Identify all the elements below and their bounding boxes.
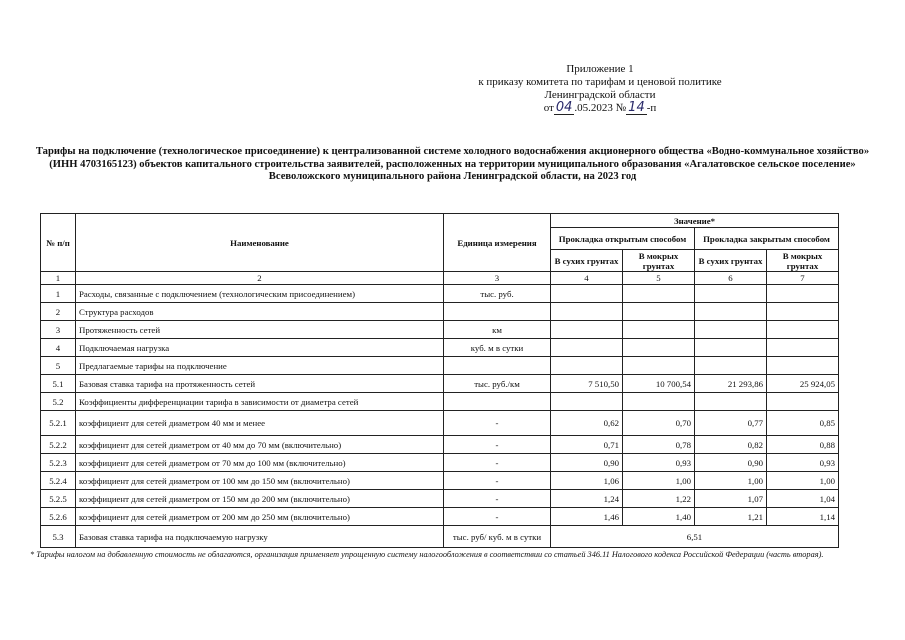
header-num: № п/п (41, 214, 76, 272)
table-row (41, 411, 839, 436)
header-open-dry: В сухих грунтах (551, 250, 623, 272)
value-open-dry (551, 357, 623, 375)
footnote: * Тарифы налогом на добавленную стоимость не облагаются, организация применяет упрощенную систему налогообложения в соответствии со статьей 346.11 Налогового кодекса Российской Федерации (часть вторая). (30, 550, 824, 559)
value-closed-wet: 0,88 (767, 436, 839, 454)
row-name: коэффициент для сетей диаметром от 70 мм до 100 мм (включительно) (76, 454, 444, 472)
table-row (41, 357, 839, 375)
table-row (41, 472, 839, 490)
column-number-row (41, 272, 839, 285)
row-name: Базовая ставка тарифа на подключаемую нагрузку (76, 526, 444, 548)
value-closed-dry (695, 357, 767, 375)
row-unit: тыс. руб/ куб. м в сутки (444, 526, 551, 548)
value-open-wet: 1,00 (623, 472, 695, 490)
value-closed-dry: 1,07 (695, 490, 767, 508)
table-row (41, 436, 839, 454)
table-row (41, 490, 839, 508)
value-open-dry (551, 339, 623, 357)
row-number: 5.1 (41, 375, 76, 393)
row-name: Подключаемая нагрузка (76, 339, 444, 357)
column-number: 1 (41, 272, 76, 285)
value-open-dry (551, 285, 623, 303)
row-unit: тыс. руб. (444, 285, 551, 303)
header-open-wet: В мокрых грунтах (623, 250, 695, 272)
row-name: коэффициент для сетей диаметром от 40 мм до 70 мм (включительно) (76, 436, 444, 454)
value-open-wet: 0,70 (623, 411, 695, 436)
row-unit: куб. м в сутки (444, 339, 551, 357)
table-row (41, 375, 839, 393)
value-closed-wet (767, 285, 839, 303)
row-unit: - (444, 490, 551, 508)
row-number: 3 (41, 321, 76, 339)
document-title: Тарифы на подключение (технологическое присоединение) к централизованной системе холодного водоснабжения акционерного общества «Водно-коммунальное хозяйство» (ИНН 4703165123) объектов капитального строительства заявителей, расположенных на территории муниципального образования «Агалатовское сельское поселение» Всеволожского муниципального района Ленинградской области, на 2023 год (35, 146, 870, 182)
value-open-dry: 0,71 (551, 436, 623, 454)
appendix-title: Приложение 1 (566, 63, 634, 75)
value-closed-dry: 1,21 (695, 508, 767, 526)
row-number: 5.2.4 (41, 472, 76, 490)
row-number: 5 (41, 357, 76, 375)
table-row (41, 508, 839, 526)
table-row (41, 526, 839, 548)
value-closed-dry (695, 285, 767, 303)
row-name: Базовая ставка тарифа на протяженность сетей (76, 375, 444, 393)
order-suffix: -п (646, 102, 657, 114)
row-unit: - (444, 472, 551, 490)
row-unit: - (444, 411, 551, 436)
row-name: Расходы, связанные с подключением (технологическим присоединением) (76, 285, 444, 303)
column-number: 6 (695, 272, 767, 285)
column-number: 4 (551, 272, 623, 285)
value-open-dry (551, 393, 623, 411)
row-name: Коэффициенты дифференциации тарифа в зависимости от диаметра сетей (76, 393, 444, 411)
table-row (41, 285, 839, 303)
value-open-dry: 1,06 (551, 472, 623, 490)
value-closed-wet: 0,93 (767, 454, 839, 472)
value-open-wet: 1,40 (623, 508, 695, 526)
value-open-dry (551, 303, 623, 321)
appendix-header (440, 63, 760, 115)
row-unit: тыс. руб./км (444, 375, 551, 393)
table-row (41, 339, 839, 357)
value-open-wet (623, 303, 695, 321)
column-number: 3 (444, 272, 551, 285)
value-open-wet (623, 357, 695, 375)
row-name: коэффициент для сетей диаметром от 100 мм до 150 мм (включительно) (76, 472, 444, 490)
row-unit: - (444, 508, 551, 526)
row-unit (444, 357, 551, 375)
column-number: 7 (767, 272, 839, 285)
column-number: 5 (623, 272, 695, 285)
value-closed-dry: 21 293,86 (695, 375, 767, 393)
value-closed-wet: 1,04 (767, 490, 839, 508)
header-closed-method: Прокладка закрытым способом (695, 228, 839, 250)
value-closed-wet (767, 303, 839, 321)
value-merged: 6,51 (551, 526, 839, 548)
row-number: 1 (41, 285, 76, 303)
value-closed-wet (767, 321, 839, 339)
value-open-wet (623, 321, 695, 339)
value-open-wet: 0,93 (623, 454, 695, 472)
value-open-dry: 1,24 (551, 490, 623, 508)
date-rest: .05.2023 № (574, 102, 627, 114)
row-name: Предлагаемые тарифы на подключение (76, 357, 444, 375)
header-closed-wet: В мокрых грунтах (767, 250, 839, 272)
value-open-dry: 0,62 (551, 411, 623, 436)
row-unit: - (444, 454, 551, 472)
value-closed-dry: 0,82 (695, 436, 767, 454)
header-unit: Единица измерения (444, 214, 551, 272)
value-closed-wet: 1,14 (767, 508, 839, 526)
header-closed-dry: В сухих грунтах (695, 250, 767, 272)
value-open-wet: 1,22 (623, 490, 695, 508)
value-open-dry: 1,46 (551, 508, 623, 526)
row-number: 5.2.6 (41, 508, 76, 526)
value-closed-dry (695, 339, 767, 357)
header-name: Наименование (76, 214, 444, 272)
value-closed-dry (695, 321, 767, 339)
header-open-method: Прокладка открытым способом (551, 228, 695, 250)
row-number: 5.2.2 (41, 436, 76, 454)
row-number: 4 (41, 339, 76, 357)
date-prefix: от (543, 102, 554, 114)
row-unit (444, 303, 551, 321)
row-unit: км (444, 321, 551, 339)
table-row (41, 393, 839, 411)
value-closed-dry: 0,77 (695, 411, 767, 436)
value-closed-wet: 0,85 (767, 411, 839, 436)
tariff-table (40, 213, 839, 548)
value-open-wet (623, 339, 695, 357)
row-number: 2 (41, 303, 76, 321)
row-name: коэффициент для сетей диаметром от 200 мм до 250 мм (включительно) (76, 508, 444, 526)
value-closed-dry (695, 393, 767, 411)
header-value: Значение* (551, 214, 839, 228)
table-row (41, 454, 839, 472)
row-number: 5.2.3 (41, 454, 76, 472)
row-name: коэффициент для сетей диаметром 40 мм и менее (76, 411, 444, 436)
value-closed-dry: 0,90 (695, 454, 767, 472)
value-closed-wet: 1,00 (767, 472, 839, 490)
row-name: Протяженность сетей (76, 321, 444, 339)
row-number: 5.2 (41, 393, 76, 411)
appendix-region: Ленинградской области (544, 89, 656, 101)
value-closed-wet (767, 357, 839, 375)
row-name: Структура расходов (76, 303, 444, 321)
row-number: 5.3 (41, 526, 76, 548)
value-closed-dry: 1,00 (695, 472, 767, 490)
handwritten-order-number: 14 (628, 100, 645, 115)
row-unit (444, 393, 551, 411)
value-open-wet: 0,78 (623, 436, 695, 454)
appendix-date-line (440, 102, 760, 115)
column-number: 2 (76, 272, 444, 285)
table-row (41, 303, 839, 321)
value-open-wet (623, 393, 695, 411)
value-open-dry (551, 321, 623, 339)
value-closed-wet: 25 924,05 (767, 375, 839, 393)
value-open-wet: 10 700,54 (623, 375, 695, 393)
value-open-dry: 7 510,50 (551, 375, 623, 393)
value-open-wet (623, 285, 695, 303)
appendix-order-ref: к приказу комитета по тарифам и ценовой политике (478, 76, 722, 88)
row-unit: - (444, 436, 551, 454)
value-closed-wet (767, 393, 839, 411)
row-number: 5.2.5 (41, 490, 76, 508)
value-open-dry: 0,90 (551, 454, 623, 472)
value-closed-dry (695, 303, 767, 321)
handwritten-day: 04 (555, 100, 573, 115)
row-number: 5.2.1 (41, 411, 76, 436)
value-closed-wet (767, 339, 839, 357)
table-row (41, 321, 839, 339)
row-name: коэффициент для сетей диаметром от 150 мм до 200 мм (включительно) (76, 490, 444, 508)
